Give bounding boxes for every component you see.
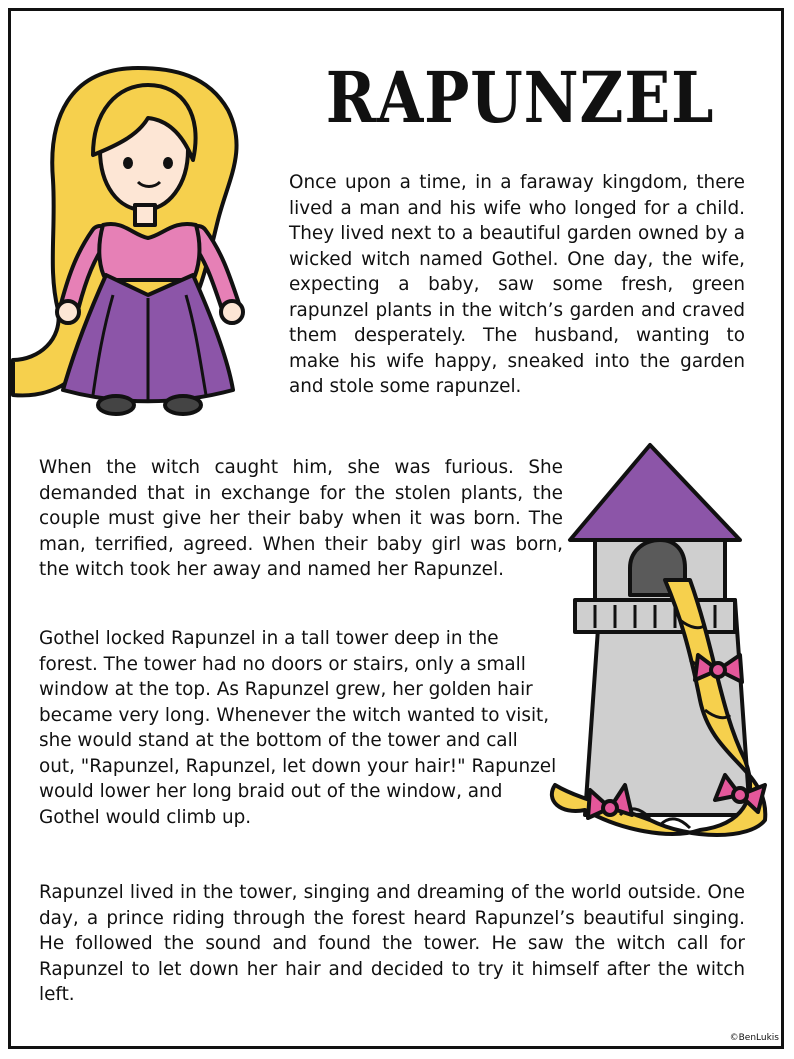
rapunzel-girl-illustration [8,60,268,420]
story-paragraph-3: Gothel locked Rapunzel in a tall tower deep in the forest. The tower had no doors or stairs, only a small window at the top. As Rapunzel grew, her golden hair became very long. Whenever the witch wanted to visit, she would stand at the bottom of the tower and call out, "Rapunzel, Rapunzel, let down your hair!" Rapunzel would lower her long braid out of the window, and Gothel would climb up. [39,628,557,828]
page-title: RAPUNZEL [325,56,715,139]
tower-roof [570,445,740,540]
copyright-note: ©BenLukis [729,1033,779,1043]
tower-with-braid-illustration [540,440,785,860]
story-paragraph-2: When the witch caught him, she was furious. She demanded that in exchange for the stolen plants, the couple must give her their baby when it was born. The man, terrified, agreed. When their baby girl was born, the witch took her away and named her Rapunzel. [39,457,563,580]
story-paragraph-1: Once upon a time, in a faraway kingdom, there lived a man and his wife who longed for a child. They lived next to a beautiful garden owned by a wicked witch named Gothel. One day, the wife, expecting a baby, saw some fresh, green rapunzel plants in the witch’s garden and craved them desperately. The husband, wanting to make his wife happy, sneaked into the garden and stole some rapunzel. [289,172,745,397]
story-paragraph-4: Rapunzel lived in the tower, singing and dreaming of the world outside. One day, a prince riding through the forest heard Rapunzel’s beautiful singing. He followed the sound and found the tower. He saw the witch call for Rapunzel to let down her hair and decided to try it himself after the witch left. [39,882,745,1005]
